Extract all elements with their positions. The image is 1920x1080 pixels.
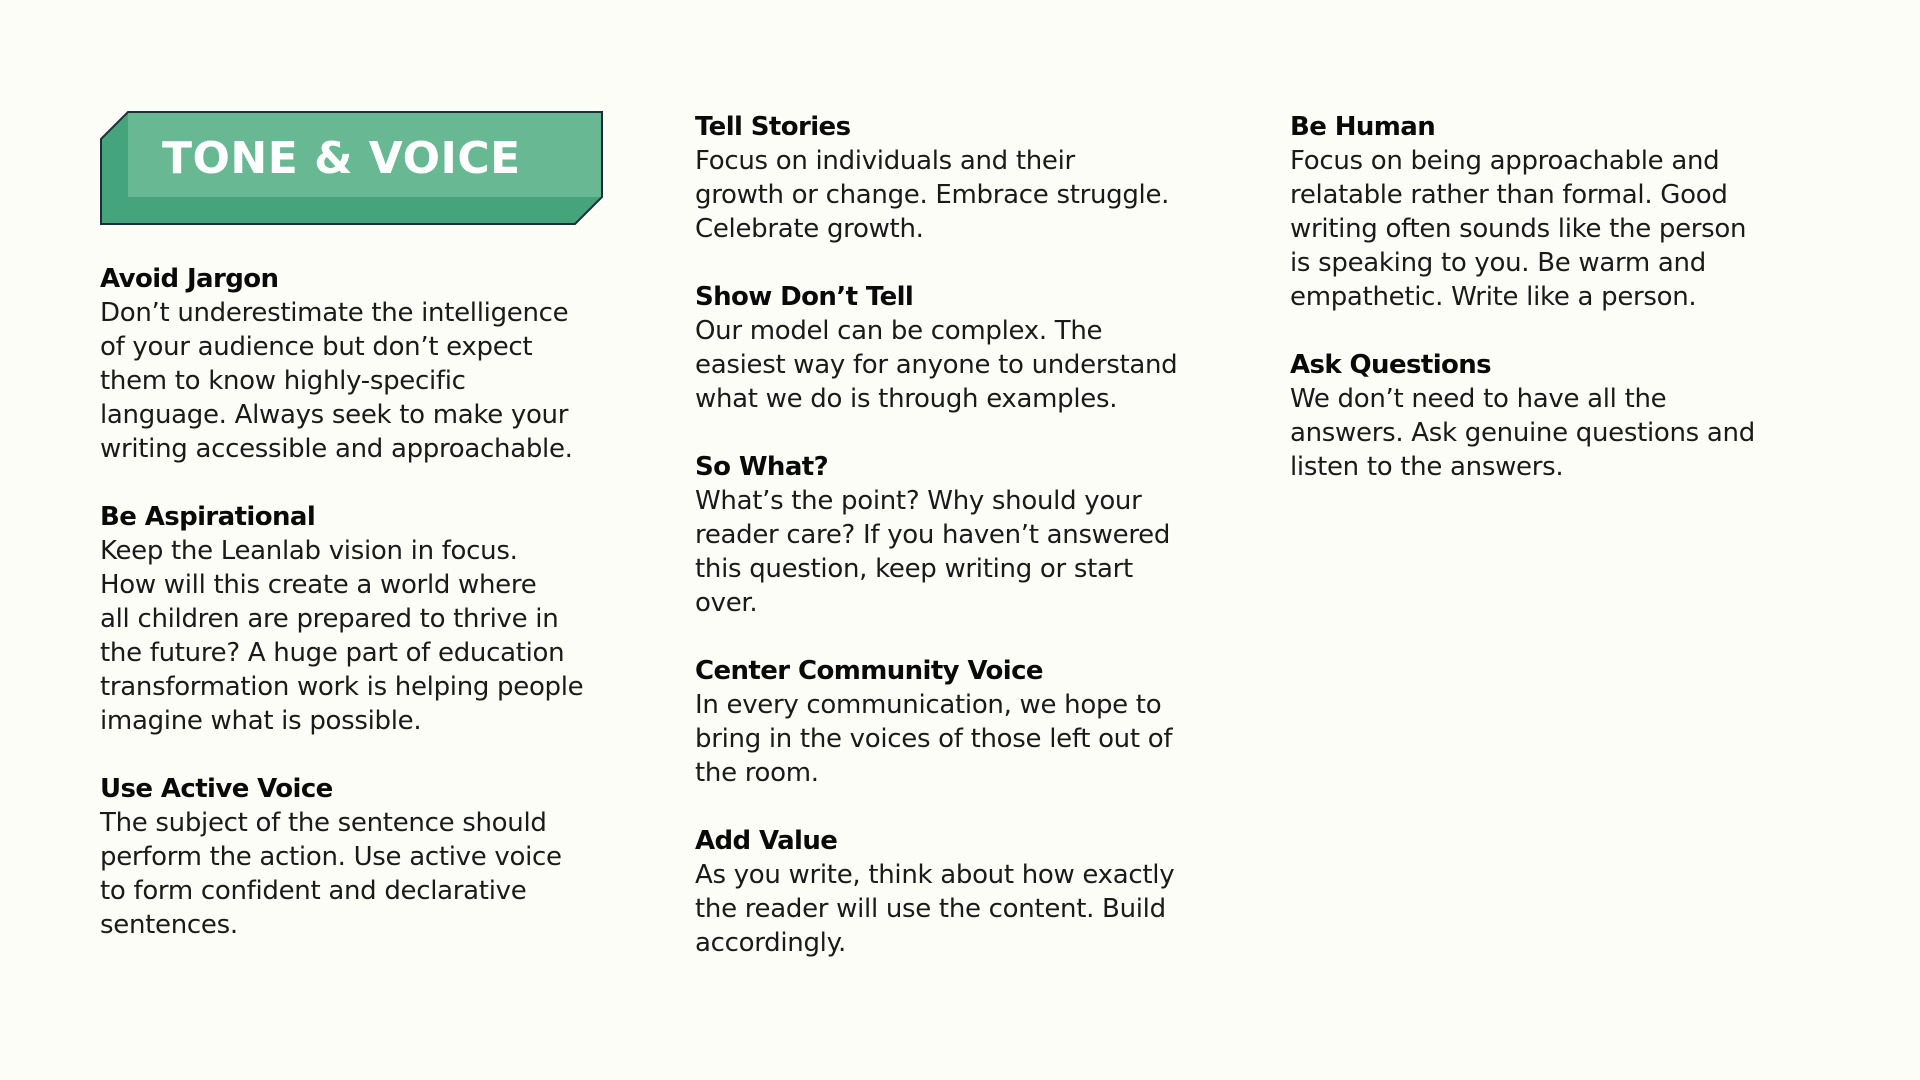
section-heading: Be Human — [1290, 112, 1436, 142]
section-body: Keep the Leanlab vision in focus. How will this create a world where all children are prepared to thrive in the future? A huge part of education transformation work is helping people imagine what is possible. — [100, 536, 584, 736]
section-body: In every communication, we hope to bring in the voices of those left out of the room. — [695, 690, 1173, 788]
section-body: Don’t underestimate the intelligence of your audience but don’t expect them to know highly-specific language. Always seek to make your writing accessible and approachable. — [100, 298, 573, 464]
section-heading: Avoid Jargon — [100, 264, 279, 294]
section-add-value — [695, 824, 1255, 960]
section-heading: Be Aspirational — [100, 502, 316, 532]
section-body: We don’t need to have all the answers. Ask genuine questions and listen to the answers. — [1290, 384, 1755, 482]
section-center-community-voice — [695, 654, 1255, 790]
section-avoid-jargon — [100, 262, 660, 466]
section-body: What’s the point? Why should your reader care? If you haven’t answered this question, keep writing or start over. — [695, 486, 1171, 618]
section-heading: So What? — [695, 452, 829, 482]
section-heading: Center Community Voice — [695, 656, 1043, 686]
section-body: As you write, think about how exactly the reader will use the content. Build accordingly. — [695, 860, 1175, 958]
section-ask-questions — [1290, 348, 1850, 484]
title-banner — [100, 111, 603, 227]
section-heading: Show Don’t Tell — [695, 282, 914, 312]
section-body: Focus on being approachable and relatable rather than formal. Good writing often sounds like the person is speaking to you. Be warm and empathetic. Write like a person. — [1290, 146, 1747, 312]
section-be-human — [1290, 110, 1850, 314]
section-body: The subject of the sentence should perform the action. Use active voice to form confident and declarative sentences. — [100, 808, 562, 940]
section-tell-stories — [695, 110, 1255, 246]
page-title: TONE & VOICE — [162, 133, 521, 184]
section-heading: Add Value — [695, 826, 838, 856]
section-use-active-voice — [100, 772, 660, 942]
section-be-aspirational — [100, 500, 660, 738]
section-body: Our model can be complex. The easiest way for anyone to understand what we do is through examples. — [695, 316, 1178, 414]
column-left — [100, 262, 660, 976]
section-show-dont-tell — [695, 280, 1255, 416]
section-body: Focus on individuals and their growth or change. Embrace struggle. Celebrate growth. — [695, 146, 1170, 244]
section-heading: Ask Questions — [1290, 350, 1492, 380]
section-heading: Tell Stories — [695, 112, 851, 142]
section-heading: Use Active Voice — [100, 774, 333, 804]
section-so-what — [695, 450, 1255, 620]
column-middle — [695, 110, 1255, 994]
column-right — [1290, 110, 1850, 518]
